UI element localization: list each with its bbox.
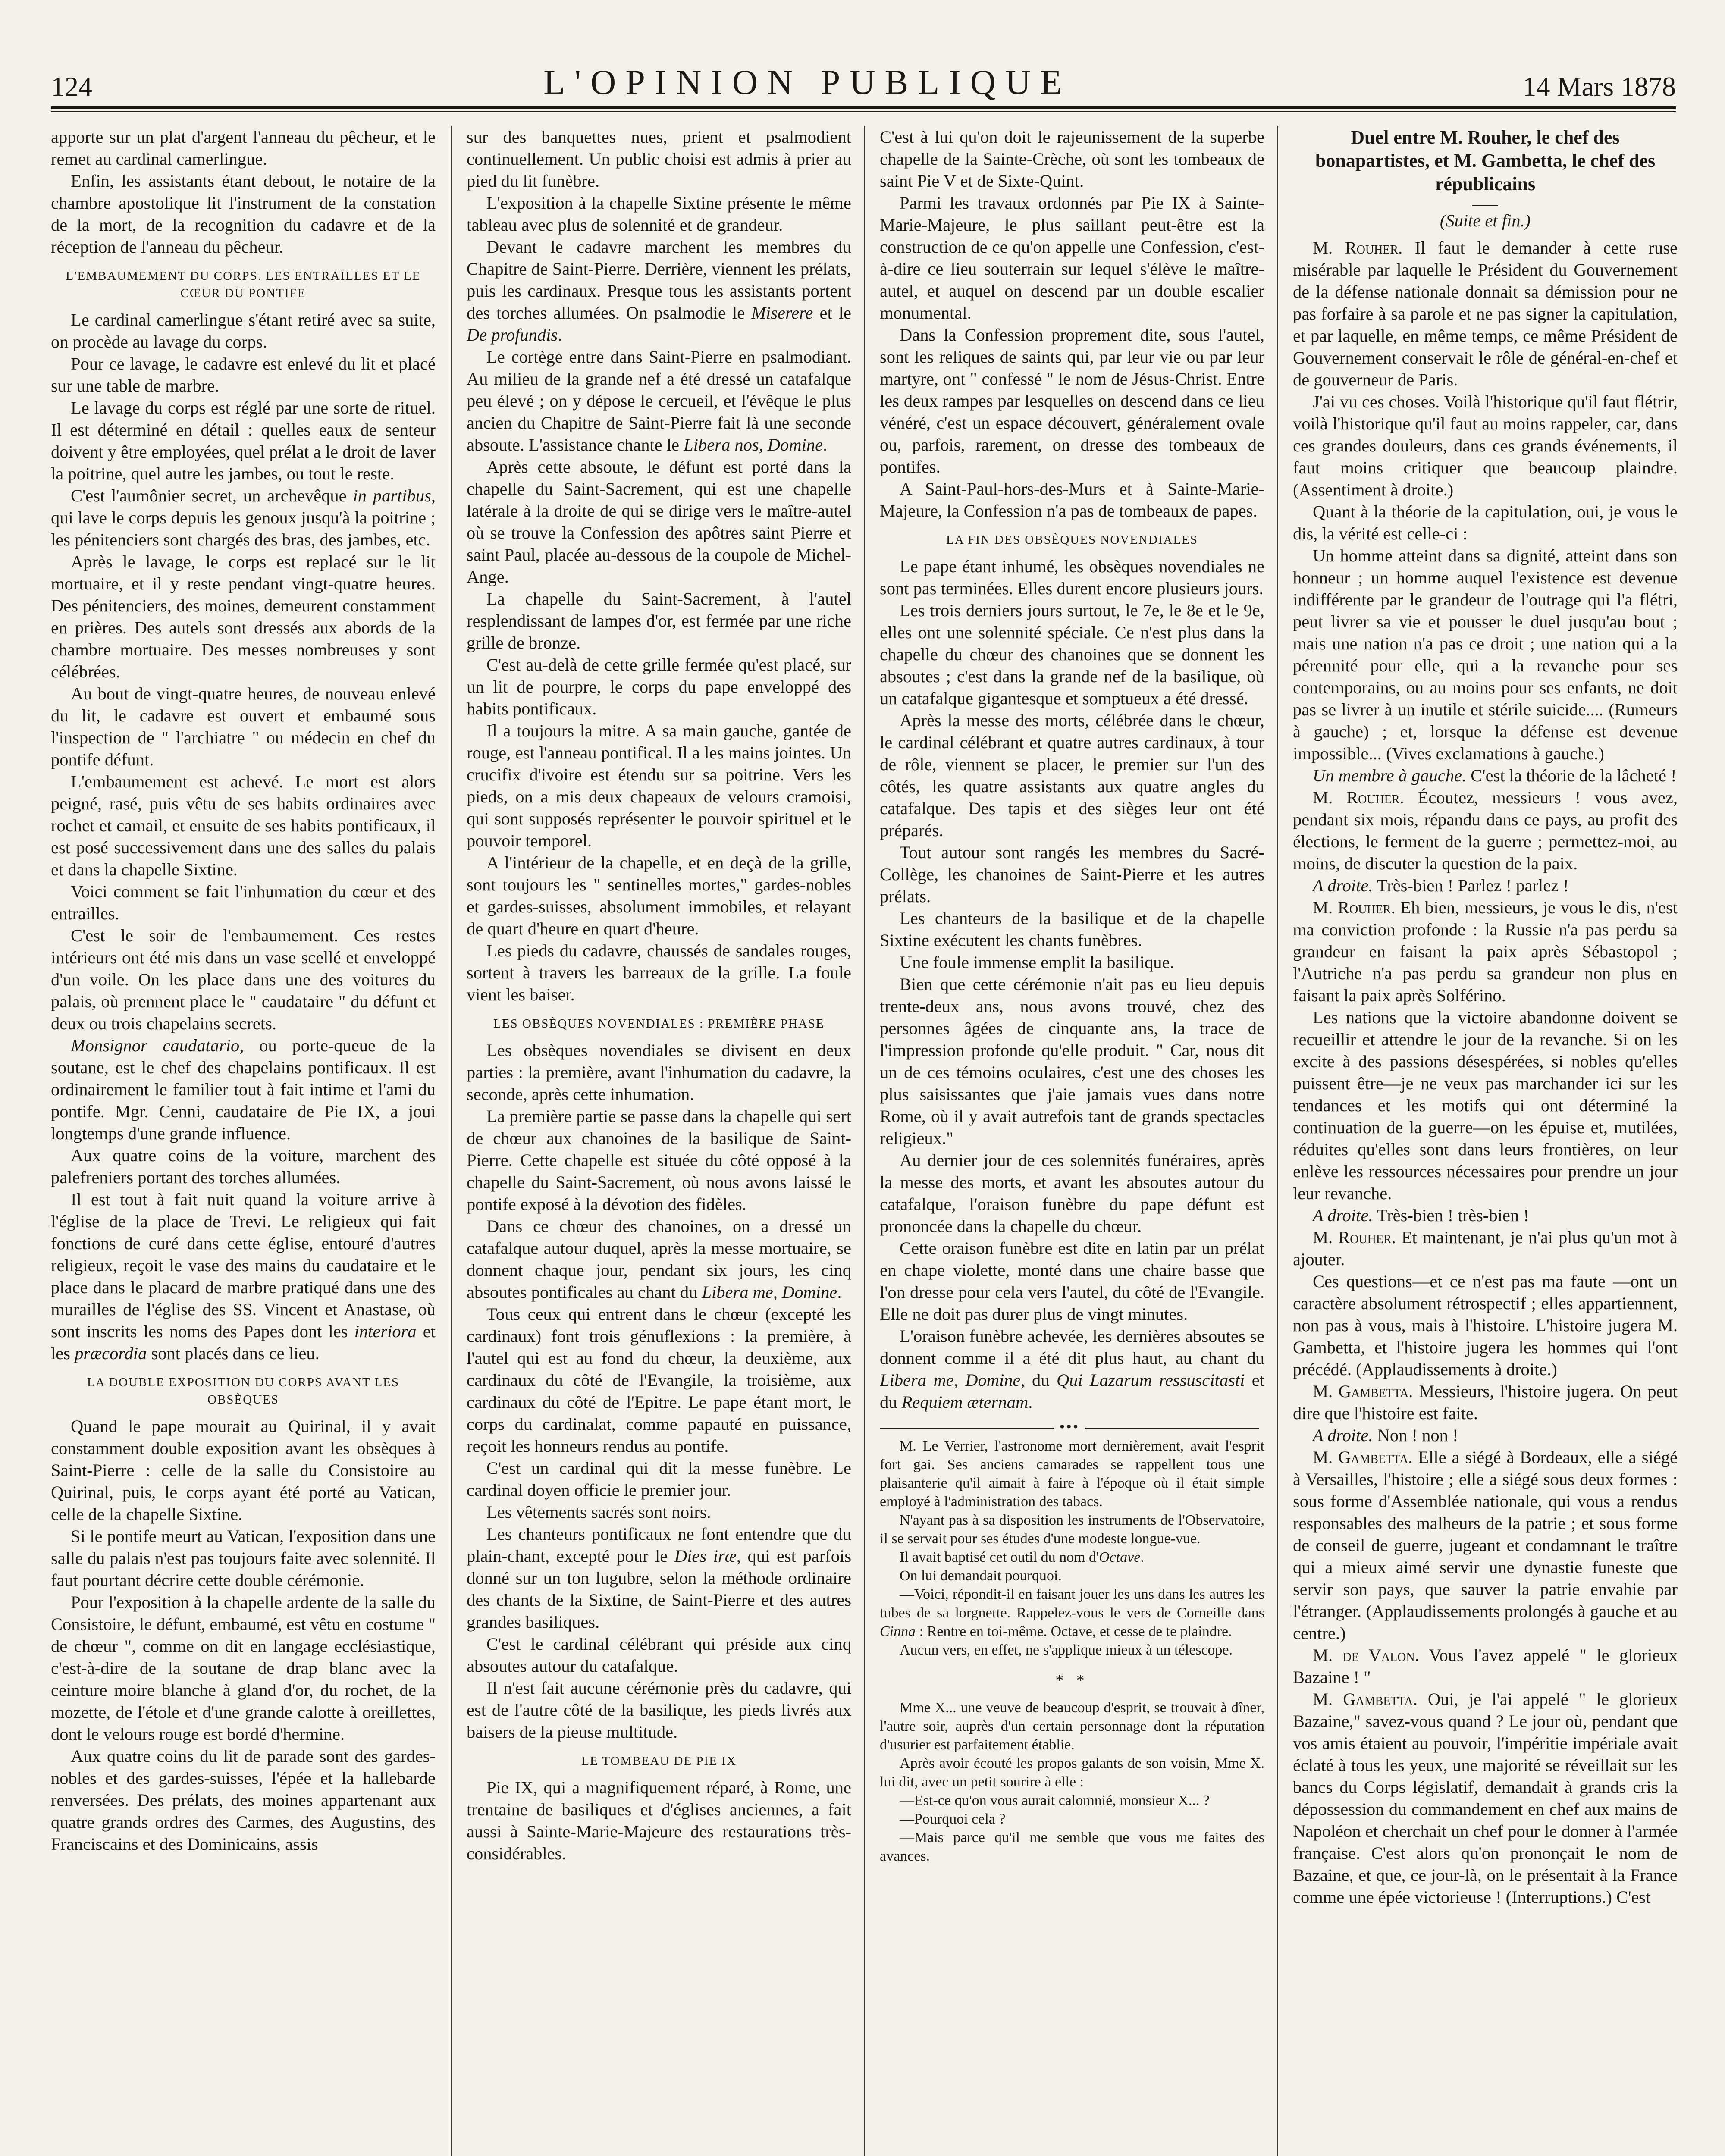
- section-heading: LA FIN DES OBSÈQUES NOVENDIALES: [946, 533, 1198, 547]
- paragraph: A droite. Non ! non !: [1313, 1426, 1458, 1445]
- paragraph: Les nations que la victoire abandonne doivent se recueillir et attendre le jour de la revanche. Si on les excite à des passions désespérées, si nobles qu'elles puissent être—je ne veux pas marchander ici sur les tendances et les motifs qui ont déterminé la continuation de la guerre—on les épuise et, mutilées, réduites qu'elles sont dans leurs frontières, on leur enlève les ressources nécessaires pour prendre un jour leur revanche.: [1293, 1008, 1678, 1203]
- paragraph: Devant le cadavre marchent les membres du Chapitre de Saint-Pierre. Derrière, viennent les prélats, puis les cardinaux. Presque tous les assistants portent des torches allumées. On psalmodie le Miserere et le De profundis.: [467, 237, 851, 345]
- anecdote-paragraph: Après avoir écouté les propos galants de son voisin, Mme X. lui dit, avec un petit sourire à elle :: [880, 1755, 1264, 1790]
- paragraph: Le lavage du corps est réglé par une sorte de rituel. Il est déterminé en détail : quelles eaux de senteur doivent y être employées, quel prélat a le droit de laver la poitrine, quel autre les jambes, ou tout le reste.: [51, 398, 436, 483]
- paragraph: Dans la Confession proprement dite, sous l'autel, sont les reliques de saints qui, par leur vie ou par leur martyre, ont " confessé " le nom de Jésus-Christ. Entre les deux rampes par lesquelles on descend dans ce lieu vénéré, c'est un espace découvert, généralement ovale ou, parfois, rarement, on dresse des tombeaux de pontifes.: [880, 325, 1264, 476]
- anecdote-paragraph: M. Le Verrier, l'astronome mort dernièrement, avait l'esprit fort gai. Ses anciens camarades se rappellent tous une plaisanterie qu'il aimait à faire à l'époque où il était simple employé à l'administration des tabacs.: [880, 1438, 1264, 1510]
- paragraph: Après cette absoute, le défunt est porté dans la chapelle du Saint-Sacrement, qui est une chapelle latérale à la droite de qui se dirige vers le maître-autel où se trouve la Confession des apôtres saint Pierre et saint Paul, placée au-dessous de la coupole de Michel-Ange.: [467, 457, 851, 586]
- anecdote-paragraph: —Mais parce qu'il me semble que vous me faites des avances.: [880, 1830, 1264, 1864]
- paragraph: Les pieds du cadavre, chaussés de sandales rouges, sortent à travers les barreaux de la grille. La foule vient les baiser.: [467, 941, 851, 1004]
- paragraph: Pour ce lavage, le cadavre est enlevé du lit et placé sur une table de marbre.: [51, 354, 436, 395]
- paragraph: Le pape étant inhumé, les obsèques novendiales ne sont pas terminées. Elles durent encore plusieurs jours.: [880, 557, 1264, 598]
- anecdote-paragraph: Aucun vers, en effet, ne s'applique mieux à un télescope.: [900, 1642, 1233, 1658]
- paragraph: Dans ce chœur des chanoines, on a dressé un catafalque autour duquel, après la messe mortuaire, se donnent chaque jour, pendant six jours, les cinq absoutes pontificales au chant du Libera me, Domine.: [467, 1216, 851, 1302]
- paragraph: M. Gambetta. Elle a siégé à Bordeaux, elle a siégé à Versailles, l'histoire ; elle a siégé sous deux formes : sous forme d'Assemblée nationale, qui vous a rendus responsables des malheurs de la patrie ; et sous forme de conseil de guerre, jugeant et condamnant le traître qui a mieux aimé servir une dynastie funeste que servir son pays, que sauver la patrie envahie par l'étranger. (Applaudissements prolongés à gauche et au centre.): [1293, 1448, 1678, 1643]
- paragraph: C'est le soir de l'embaumement. Ces restes intérieurs ont été mis dans un vase scellé et enveloppé d'un voile. On les place dans une des voitures du palais, où prennent place le " caudataire " du défunt et deux ou trois chapelains secrets.: [51, 926, 436, 1033]
- paragraph: Si le pontife meurt au Vatican, l'exposition dans une salle du palais n'est pas toujours faite avec solennité. Il faut pourtant décrire cette double cérémonie.: [51, 1526, 436, 1590]
- paragraph: Les obsèques novendiales se divisent en deux parties : la première, avant l'inhumation du cadavre, la seconde, après cette inhumation.: [467, 1040, 851, 1104]
- paragraph: J'ai vu ces choses. Voilà l'historique qu'il faut flétrir, voilà l'historique qu'il faut au moins rappeler, car, dans ces grandes douleurs, dans ces grands événements, il faut moins critiquer que beaucoup plaindre. (Assentiment à droite.): [1293, 392, 1678, 499]
- anecdote-paragraph: —Pourquoi cela ?: [900, 1811, 1006, 1827]
- paragraph: La chapelle du Saint-Sacrement, à l'autel resplendissant de lampes d'or, est fermée par une riche grille de bronze.: [467, 589, 851, 652]
- paragraph: Ces questions—et ce n'est pas ma faute —ont un caractère absolument rétrospectif ; elles appartiennent, non pas à vous, mais à l'histoire. L'histoire jugera M. Gambetta, et l'histoire jugera les hommes qui l'ont précédé. (Applaudissements à droite.): [1293, 1272, 1678, 1379]
- paragraph: Parmi les travaux ordonnés par Pie IX à Sainte-Marie-Majeure, le plus saillant peut-être est la construction de ce qu'on appelle une Confession, c'est-à-dire ce lieu souterrain sur lequel s'élève le maître-autel, et auquel on descend par un double escalier monumental.: [880, 193, 1264, 323]
- title-rule: [1472, 205, 1498, 206]
- paragraph: C'est l'aumônier secret, un archevêque in partibus, qui lave le corps depuis les genoux jusqu'à la poitrine ; les pénitenciers sont chargés des bras, des jambes, etc.: [51, 486, 436, 549]
- paragraph: Bien que cette cérémonie n'ait pas eu lieu depuis trente-deux ans, nous avons trouvé, chez des personnes âgées de cinquante ans, la trace de l'impression profonde qu'elle produit. " Car, nous dit un de ces témoins oculaires, c'est une des choses les plus saisissantes que j'aie jamais vues dans notre Rome, où il y avait autrefois tant de grands spectacles religieux.": [880, 975, 1264, 1148]
- paragraph: Le cortège entre dans Saint-Pierre en psalmodiant. Au milieu de la grande nef a été dressé un catafalque peu élevé ; on y dépose le cercueil, et l'évêque le plus ancien du Chapitre de Saint-Pierre fait là une seconde absoute. L'assistance chante le Libera nos, Domine.: [467, 347, 851, 454]
- paragraph: Après le lavage, le corps est replacé sur le lit mortuaire, et il y reste pendant vingt-quatre heures. Des pénitenciers, des moines, demeurent constamment en prières. Des autels sont dressés aux abords de la chambre mortuaire. Des messes nombreuses y sont célébrées.: [51, 552, 436, 681]
- paragraph: M. Rouher. Et maintenant, je n'ai plus qu'un mot à ajouter.: [1293, 1228, 1678, 1269]
- paragraph: M. Rouher. Écoutez, messieurs ! vous avez, pendant six mois, répandu dans ce pays, au profit des élections, le ferment de la guerre ; permettez-moi, au moins, de discuter la question de la paix.: [1293, 788, 1678, 873]
- section-heading: LA DOUBLE EXPOSITION DU CORPS AVANT LES OBSÈQUES: [87, 1376, 400, 1407]
- paragraph: A droite. Très-bien ! très-bien !: [1313, 1206, 1529, 1225]
- column-3: [880, 126, 1264, 2156]
- column-divider: [1277, 126, 1278, 2156]
- paragraph: A Saint-Paul-hors-des-Murs et à Sainte-Marie-Majeure, la Confession n'a pas de tombeaux de papes.: [880, 479, 1264, 520]
- paragraph: Au dernier jour de ces solennités funéraires, après la messe des morts, et avant les absoutes autour du catafalque, l'oraison funèbre du pape défunt est prononcée dans la chapelle du chœur.: [880, 1150, 1264, 1236]
- paragraph: Il n'est fait aucune cérémonie près du cadavre, qui est de l'autre côté de la basilique, les pieds livrés aux baisers de la pieuse multitude.: [467, 1678, 851, 1742]
- paragraph: L'exposition à la chapelle Sixtine présente le même tableau avec plus de solennité et de grandeur.: [467, 193, 851, 235]
- article-subtitle: (Suite et fin.): [1440, 211, 1531, 230]
- anecdote-paragraph: —Est-ce qu'on vous aurait calomnié, monsieur X... ?: [900, 1792, 1210, 1808]
- paragraph: Pie IX, qui a magnifiquement réparé, à Rome, une trentaine de basiliques et d'églises anciennes, a fait aussi à Sainte-Marie-Majeure des restaurations très-considérables.: [467, 1778, 851, 1863]
- paragraph: Voici comment se fait l'inhumation du cœur et des entrailles.: [51, 882, 436, 923]
- anecdote-paragraph: Il avait baptisé cet outil du nom d'Octave.: [900, 1549, 1144, 1565]
- ornament-separator: [880, 1428, 1259, 1429]
- paragraph: Au bout de vingt-quatre heures, de nouveau enlevé du lit, le cadavre est ouvert et embaumé sous l'inspection de " l'archiatre " ou médecin en chef du pontife défunt.: [51, 684, 436, 769]
- paragraph: M. Gambetta. Oui, je l'ai appelé " le glorieux Bazaine," savez-vous quand ? Le jour où, pendant que vos amis étaient au pouvoir, l'impéritie impériale avait éclaté à tous les yeux, une majorité se réveillait sur les bancs du Corps législatif, demandait à grands cris la dépossession du commandement en chef aux mains de Napoléon et cherchait un chef pour le donner à l'armée française. C'est alors qu'on prononçait le nom de Bazaine, et que, ce jour-là, on le présentait à la France comme une épée victorieuse ! (Interruptions.) C'est: [1293, 1689, 1678, 1907]
- article-title: Duel entre M. Rouher, le chef des bonapartistes, et M. Gambetta, le chef des républicains: [1315, 127, 1656, 194]
- paragraph: Tout autour sont rangés les membres du Sacré-Collège, les chanoines de Saint-Pierre et les autres prélats.: [880, 843, 1264, 906]
- paragraph: apporte sur un plat d'argent l'anneau du pêcheur, et le remet au cardinal camerlingue.: [51, 127, 436, 169]
- paragraph: M. de Valon. Vous l'avez appelé " le glorieux Bazaine ! ": [1293, 1645, 1678, 1687]
- paragraph: Un membre à gauche. C'est la théorie de la lâcheté !: [1313, 766, 1677, 785]
- header-rule-thin: [51, 111, 1676, 112]
- paragraph: L'embaumement est achevé. Le mort est alors peigné, rasé, puis vêtu de ses habits ordinaires avec rochet et camail, et ensuite de ses habits pontificaux, il est posé successivement dans une des salles du palais et dans la chapelle Sixtine.: [51, 772, 436, 879]
- paragraph: Une foule immense emplit la basilique.: [900, 953, 1174, 972]
- paragraph: Monsignor caudatario, ou porte-queue de la soutane, est le chef des chapelains pontificaux. Il est ordinairement le familier tout à fait intime et l'ami du pontife. Mgr. Cenni, caudataire de Pie IX, a joui longtemps d'une grande influence.: [51, 1036, 436, 1143]
- page-number: 124: [51, 71, 92, 102]
- paragraph: Les chanteurs de la basilique et de la chapelle Sixtine exécutent les chants funèbres.: [880, 909, 1264, 950]
- paragraph: C'est un cardinal qui dit la messe funèbre. Le cardinal doyen officie le premier jour.: [467, 1458, 851, 1500]
- paragraph: Quant à la théorie de la capitulation, oui, je vous le dis, la vérité est celle-ci :: [1293, 502, 1678, 543]
- paragraph: Enfin, les assistants étant debout, le notaire de la chambre apostolique lit l'instrument de la constation de la mort, de la recognition du cadavre et de la réception de l'anneau du pêcheur.: [51, 171, 436, 257]
- header-rule: [51, 106, 1676, 109]
- paragraph: L'oraison funèbre achevée, les dernières absoutes se donnent comme il a été dit plus haut, au chant du Libera me, Domine, du Qui Lazarum ressuscitasti et du Requiem æternam.: [880, 1326, 1264, 1412]
- paragraph: C'est à lui qu'on doit le rajeunissement de la superbe chapelle de la Sainte-Crèche, où sont les tombeaux de saint Pie V et de Sixte-Quint.: [880, 127, 1264, 191]
- paragraph: C'est au-delà de cette grille fermée qu'est placé, sur un lit de pourpre, le corps du pape enveloppé des habits pontificaux.: [467, 655, 851, 718]
- column-2: [467, 126, 851, 2156]
- masthead-title: L'OPINION PUBLIQUE: [543, 63, 1072, 102]
- anecdote-paragraph: —Voici, répondit-il en faisant jouer les uns dans les autres les tubes de sa lorgnette. Rappelez-vous le vers de Corneille dans Cinna : Rentre en toi-même. Octave, et cesse de te plaindre.: [880, 1586, 1264, 1639]
- paragraph: Aux quatre coins du lit de parade sont des gardes-nobles et des gardes-suisses, l'épée et la hallebarde renversées. Des prélats, des moines appartenant aux quatre grands ordres des Carmes, des Augustins, des Franciscains et des Dominicains, assis: [51, 1746, 436, 1854]
- paragraph: Après la messe des morts, célébrée dans le chœur, le cardinal célébrant et quatre autres cardinaux, à tour de rôle, viennent se placer, le premier sur l'un des côtés, les quatre assistants aux quatre angles du catafalque. Des tapis et des sièges leur ont été préparés.: [880, 711, 1264, 840]
- paragraph: A l'intérieur de la chapelle, et en deçà de la grille, sont toujours les " sentinelles mortes," gardes-nobles et gardes-suisses, absolument immobiles, et relayant de quart d'heure en quart d'heure.: [467, 853, 851, 938]
- paragraph: Quand le pape mourait au Quirinal, il y avait constamment double exposition avant les obsèques à Saint-Pierre : celle de la salle du Consistoire au Quirinal, puis, le corps ayant été porté au Vatican, celle de la chapelle Sixtine.: [51, 1416, 436, 1524]
- paragraph: Aux quatre coins de la voiture, marchent des palefreniers portant des torches allumées.: [51, 1146, 436, 1187]
- paragraph: Le cardinal camerlingue s'étant retiré avec sa suite, on procède au lavage du corps.: [51, 310, 436, 351]
- paragraph: sur des banquettes nues, prient et psalmodient continuellement. Un public choisi est admis à prier au pied du lit funèbre.: [467, 127, 851, 191]
- anecdote-paragraph: N'ayant pas à sa disposition les instruments de l'Observatoire, il se servait pour ses études d'une modeste longue-vue.: [880, 1512, 1264, 1547]
- paragraph: Il est tout à fait nuit quand la voiture arrive à l'église de la place de Trevi. Le religieux qui fait fonctions de curé dans cette église, entouré d'autres religieux, reçoit le vase des mains du caudataire et le place dans le placard de marbre pratiqué dans une des murailles de l'église des SS. Vincent et Anastase, où sont inscrits les noms des Papes dont les interiora et les præcordia sont placés dans ce lieu.: [51, 1190, 436, 1363]
- paragraph: Il a toujours la mitre. A sa main gauche, gantée de rouge, est l'anneau pontifical. Il a les mains jointes. Un crucifix d'ivoire est étendu sur sa poitrine. Vers les pieds, on a mis deux chapeaux de velours cramoisi, qui sont supposés représenter le pouvoir spirituel et le pouvoir temporel.: [467, 721, 851, 850]
- section-heading: L'EMBAUMEMENT DU CORPS. LES ENTRAILLES ET LE CŒUR DU PONTIFE: [66, 269, 421, 300]
- paragraph: Tous ceux qui entrent dans le chœur (excepté les cardinaux) font trois génuflexions : la première, à l'autel qui est au fond du chœur, la deuxième, aux cardinaux du côté de l'Evangile, la troisième, aux cardinaux du côté de l'Epitre. Le pape étant mort, le corps du cardinalat, comme papauté en puissance, reçoit les honneurs rendus au pontife.: [467, 1304, 851, 1456]
- paragraph: Un homme atteint dans sa dignité, atteint dans son honneur ; un homme auquel l'existence est devenue indifférente par le grandeur de l'outrage qui l'a flétri, peut livrer sa vie et pousser le duel jusqu'au bout ; mais une nation n'a pas ce droit ; une nation qui a la pérennité pour elle, qui a la revanche pour ses contemporains, ou au moins pour ses enfants, ne doit pas se livrer à un inutile et stérile suicide.... (Rumeurs à gauche) ; et, lorsque la défense est devenue impossible... (Vives exclamations à gauche.): [1293, 546, 1678, 763]
- column-divider: [451, 126, 452, 2156]
- paragraph: A droite. Très-bien ! Parlez ! parlez !: [1313, 876, 1569, 895]
- paragraph: Les chanteurs pontificaux ne font entendre que du plain-chant, excepté pour le Dies iræ, qui est parfois donné sur un ton lugubre, selon la méthode ordinaire des chants de la Sixtine, de Saint-Pierre et des autres grandes basiliques.: [467, 1524, 851, 1632]
- paragraph: M. Rouher. Il faut le demander à cette ruse misérable par laquelle le Président du Gouvernement de la défense nationale donnait sa démission pour ne pas forfaire à sa parole et ne pas signer la capitulation, et par laquelle, en même temps, ce même Président de Gouvernement conservait le rôle de général-en-chef et de gouverneur de Paris.: [1293, 238, 1678, 389]
- asterism-divider: * *: [1055, 1671, 1089, 1689]
- issue-date: 14 Mars 1878: [1522, 71, 1676, 102]
- paragraph: Cette oraison funèbre est dite en latin par un prélat en chape violette, monté dans une chaire basse que l'on dresse pour cela vers l'autel, du côté de l'Evangile. Elle ne doit pas durer plus de vingt minutes.: [880, 1238, 1264, 1324]
- paragraph: La première partie se passe dans la chapelle qui sert de chœur aux chanoines de la basilique de Saint-Pierre. Cette chapelle est située du côté opposé à la chapelle du Saint-Sacrement, où nous avons laissé le pontife exposé à la dévotion des fidèles.: [467, 1106, 851, 1214]
- paragraph: Pour l'exposition à la chapelle ardente de la salle du Consistoire, le défunt, embaumé, est vêtu en costume " de chœur ", comme on dit en langage ecclésiastique, c'est-à-dire de la soutane de drap blanc avec la ceinture moire blanche à gland d'or, du rochet, de la mozette, de l'étole et d'une grande calotte à oreillettes, dont le velours rouge est bordé d'hermine.: [51, 1592, 436, 1744]
- anecdote-paragraph: On lui demandait pourquoi.: [900, 1568, 1062, 1584]
- section-heading: LE TOMBEAU DE PIE IX: [581, 1754, 737, 1768]
- anecdote-paragraph: Mme X... une veuve de beaucoup d'esprit, se trouvait à dîner, l'autre soir, auprès d'un certain personnage dont la réputation d'usurier est parfaitement établie.: [880, 1700, 1264, 1753]
- column-divider: [864, 126, 865, 2156]
- paragraph: Les trois derniers jours surtout, le 7e, le 8e et le 9e, elles ont une solennité spéciale. Ce n'est plus dans la chapelle du chœur des chanoines que se donnent les absoutes ; c'est dans la grande nef de la basilique, où un catafalque gigantesque et somptueux a été dressé.: [880, 601, 1264, 708]
- section-heading: LES OBSÈQUES NOVENDIALES : PREMIÈRE PHASE: [493, 1017, 825, 1031]
- paragraph: C'est le cardinal célébrant qui préside aux cinq absoutes autour du catafalque.: [467, 1634, 851, 1676]
- column-1: [51, 126, 436, 2156]
- page-header: [51, 55, 1676, 103]
- paragraph: M. Gambetta. Messieurs, l'histoire jugera. On peut dire que l'histoire est faite.: [1293, 1382, 1678, 1423]
- column-4: [1293, 126, 1678, 2156]
- paragraph: Les vêtements sacrés sont noirs.: [486, 1502, 711, 1522]
- paragraph: M. Rouher. Eh bien, messieurs, je vous le dis, n'est ma conviction profonde : la Russie n'a pas perdu sa grandeur en faisant la paix après Sébastopol ; l'Autriche n'a pas perdu sa grandeur non plus en faisant la paix après Solférino.: [1293, 898, 1678, 1005]
